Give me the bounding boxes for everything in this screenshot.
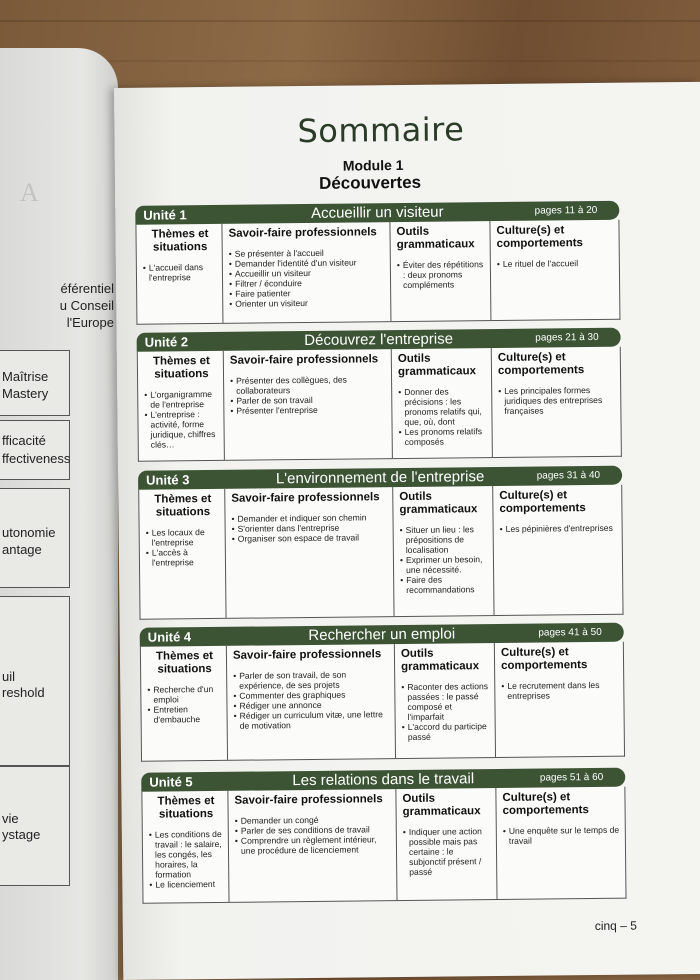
unit-table <box>135 220 620 325</box>
list-item: • Les pronoms relatifs composés <box>399 426 488 447</box>
list-item: • Rédiger un curriculum vitæ, une lettre de motivation <box>234 709 391 731</box>
column-heading: Savoir-faire professionnels <box>228 226 377 240</box>
savoir-faire-column <box>227 644 396 760</box>
unit-section <box>141 768 626 904</box>
list-item: • L'accueil dans l'entreprise <box>143 262 218 283</box>
culture-column <box>496 787 625 899</box>
themes-column <box>142 791 229 903</box>
bullet-list <box>403 826 493 877</box>
list-item: • Les locaux de l'entreprise <box>146 527 221 548</box>
themes-column <box>136 224 223 324</box>
unit-pages: pages 31 à 40 <box>536 469 601 482</box>
culture-column <box>495 642 624 757</box>
unit-table <box>138 485 623 620</box>
column-heading: Savoir-faire professionnels <box>229 353 379 367</box>
list-item: • Commenter des graphiques <box>233 689 390 701</box>
column-heading: Thèmes et situations <box>151 228 209 254</box>
unit-pages: pages 11 à 20 <box>534 204 598 217</box>
list-item: • Se présenter à l'accueil <box>229 247 386 259</box>
left-page-text: reshold <box>2 685 45 700</box>
bullet-list <box>500 523 618 534</box>
unit-pages: pages 51 à 60 <box>539 771 604 784</box>
list-item: • Comprendre un règlement intérieur, une procédure de licenciement <box>235 834 392 856</box>
unit-section <box>137 328 622 462</box>
left-page-text: utonomie <box>2 525 56 540</box>
page-title: Sommaire <box>297 110 465 151</box>
unit-section <box>140 623 625 762</box>
column-heading: Culture(s) et comportements <box>499 489 586 515</box>
left-page-text: fficacité <box>2 433 46 448</box>
list-item: • S'orienter dans l'entreprise <box>232 522 389 534</box>
culture-column <box>492 347 621 457</box>
left-page-text: uil <box>2 669 16 684</box>
unit-title: Rechercher un emploi <box>308 625 456 644</box>
bullet-list <box>501 680 619 701</box>
outils-grammaticaux-column <box>393 486 494 616</box>
column-heading: Outils grammaticaux <box>402 792 481 819</box>
left-page-text: ystage <box>2 827 41 842</box>
unit-label: Unité 2 <box>144 334 189 350</box>
list-item: • Les principales formes juridiques des entreprises françaises <box>498 385 616 416</box>
unit-table <box>137 347 622 462</box>
list-item: • Le licenciement <box>149 879 224 890</box>
bullet-list <box>398 386 488 447</box>
left-page <box>0 48 118 980</box>
module-label: Module 1 <box>342 156 404 174</box>
unit-table <box>140 642 625 762</box>
left-page-text: éférentiel <box>60 281 114 296</box>
module-title: Découvertes <box>318 172 422 193</box>
column-heading: Culture(s) et comportements <box>500 646 588 672</box>
unit-table <box>141 787 626 904</box>
column-heading: Outils grammaticaux <box>400 647 480 674</box>
list-item: • Entretien d'embauche <box>147 704 222 725</box>
left-page-text: vie <box>2 811 19 826</box>
themes-column <box>138 351 225 461</box>
outils-grammaticaux-column <box>395 643 496 758</box>
outils-grammaticaux-column <box>390 221 491 321</box>
savoir-faire-column <box>225 487 394 618</box>
unit-section <box>135 201 620 325</box>
list-item: • Organiser son espace de travail <box>232 532 389 544</box>
list-item: • Présenter l'entreprise <box>230 404 387 416</box>
column-heading: Outils grammaticaux <box>396 225 475 252</box>
list-item: • Le recrutement dans les entreprises <box>501 680 619 701</box>
column-heading: Thèmes et situations <box>154 493 212 519</box>
bullet-list <box>497 258 615 269</box>
left-page-text: Mastery <box>2 386 49 401</box>
list-item: • Le rituel de l'accueil <box>497 258 615 269</box>
themes-column <box>141 646 228 761</box>
list-item: • Présenter des collègues, des collaborateurs <box>230 374 387 396</box>
list-item: • L'entreprise : activité, forme juridique, chiffres clés… <box>144 409 219 450</box>
list-item: • L'organigramme de l'entreprise <box>144 389 219 410</box>
list-item: • Faire des recommandations <box>400 574 489 595</box>
list-item: • Donner des précisions : les pronoms relatifs qui, que, où, dont <box>398 386 487 427</box>
bullet-list <box>229 247 387 309</box>
left-page-text: u Conseil <box>59 298 114 313</box>
column-heading: Culture(s) et comportements <box>497 351 585 377</box>
column-heading: Savoir-faire professionnels <box>234 793 383 807</box>
bullet-list <box>149 829 225 890</box>
bullet-list <box>503 825 621 846</box>
list-item: • Exprimer un besoin, une nécessité. <box>400 554 489 575</box>
bullet-list <box>400 524 490 595</box>
bullet-list <box>143 262 218 283</box>
bullet-list <box>230 374 387 416</box>
left-page-text: Maîtrise <box>2 369 49 384</box>
list-item: • Parler de ses conditions de travail <box>235 824 392 836</box>
column-heading: Thèmes et situations <box>152 355 210 381</box>
culture-column <box>493 485 622 615</box>
list-item: • Situer un lieu : les prépositions de localisation <box>400 524 489 555</box>
list-item: • Les conditions de travail : le salaire, les congés, les horaires, la formation <box>149 829 225 880</box>
left-page-text: antage <box>2 542 42 557</box>
list-item: • Les pépinières d'entreprises <box>500 523 618 534</box>
unit-title: L'environnement de l'entreprise <box>275 468 485 488</box>
list-item: • Filtrer / éconduire <box>229 277 386 289</box>
column-heading: Outils grammaticaux <box>399 490 478 517</box>
column-heading: Thèmes et situations <box>157 794 215 821</box>
list-item: • Parler de son travail <box>230 394 387 406</box>
list-item: • Rédiger une annonce <box>233 699 390 711</box>
wood-grain <box>0 20 700 22</box>
list-item: • L'accès à l'entreprise <box>146 547 221 568</box>
list-item: • Recherche d'un emploi <box>147 684 222 705</box>
bullet-list <box>231 512 388 544</box>
savoir-faire-column <box>222 222 391 323</box>
outils-grammaticaux-column <box>392 348 493 458</box>
left-page-faded-heading: A <box>20 178 39 207</box>
bullet-list <box>233 669 391 731</box>
bullet-list <box>401 681 491 742</box>
column-heading: Culture(s) et comportements <box>496 224 583 251</box>
list-item: • Demander et indiquer son chemin <box>231 512 388 524</box>
bullet-list <box>498 385 616 416</box>
column-heading: Outils grammaticaux <box>397 352 477 379</box>
outils-grammaticaux-column <box>396 788 497 900</box>
unit-title: Accueillir un visiteur <box>310 203 444 222</box>
culture-column <box>490 220 619 320</box>
unit-title: Les relations dans le travail <box>292 770 475 790</box>
unit-pages: pages 41 à 50 <box>538 626 602 639</box>
savoir-faire-column <box>228 789 397 902</box>
unit-pages: pages 21 à 30 <box>535 331 599 344</box>
column-heading: Savoir-faire professionnels <box>232 648 382 662</box>
unit-label: Unité 4 <box>147 629 192 645</box>
bullet-list <box>146 527 221 568</box>
left-page-text: l'Europe <box>66 315 114 330</box>
column-heading: Savoir-faire professionnels <box>231 491 380 505</box>
right-page <box>114 82 700 980</box>
list-item: • L'accord du participe passé <box>402 721 491 742</box>
list-item: • Parler de son travail, de son expérience, de ses projets <box>233 669 390 691</box>
list-item: • Orienter un visiteur <box>229 297 386 309</box>
unit-label: Unité 3 <box>146 472 190 488</box>
list-item: • Éviter des répétitions : deux pronoms compléments <box>397 259 486 290</box>
page-footer: cinq – 5 <box>594 918 637 934</box>
bullet-list <box>144 389 220 450</box>
bullet-list <box>235 814 392 856</box>
list-item: • Une enquête sur le temps de travail <box>503 825 621 846</box>
savoir-faire-column <box>224 349 393 460</box>
list-item: • Demander un congé <box>235 814 392 826</box>
unit-label: Unité 1 <box>143 207 187 223</box>
bullet-list <box>397 259 486 290</box>
list-item: • Indiquer une action possible mais pas certaine : le subjonctif présent / passé <box>403 826 493 877</box>
themes-column <box>139 489 226 619</box>
left-page-text: ffectiveness <box>2 451 71 466</box>
list-item: • Demander l'identité d'un visiteur <box>229 257 386 269</box>
list-item: • Accueillir un visiteur <box>229 267 386 279</box>
list-item: • Raconter des actions passées : le passé composé et l'imparfait <box>401 681 490 722</box>
column-heading: Thèmes et situations <box>155 649 213 676</box>
list-item: • Faire patienter <box>229 287 386 299</box>
column-heading: Culture(s) et comportements <box>502 791 589 817</box>
unit-title: Découvrez l'entreprise <box>304 330 454 350</box>
unit-label: Unité 5 <box>149 774 193 790</box>
unit-section <box>138 466 624 620</box>
bullet-list <box>147 684 222 725</box>
